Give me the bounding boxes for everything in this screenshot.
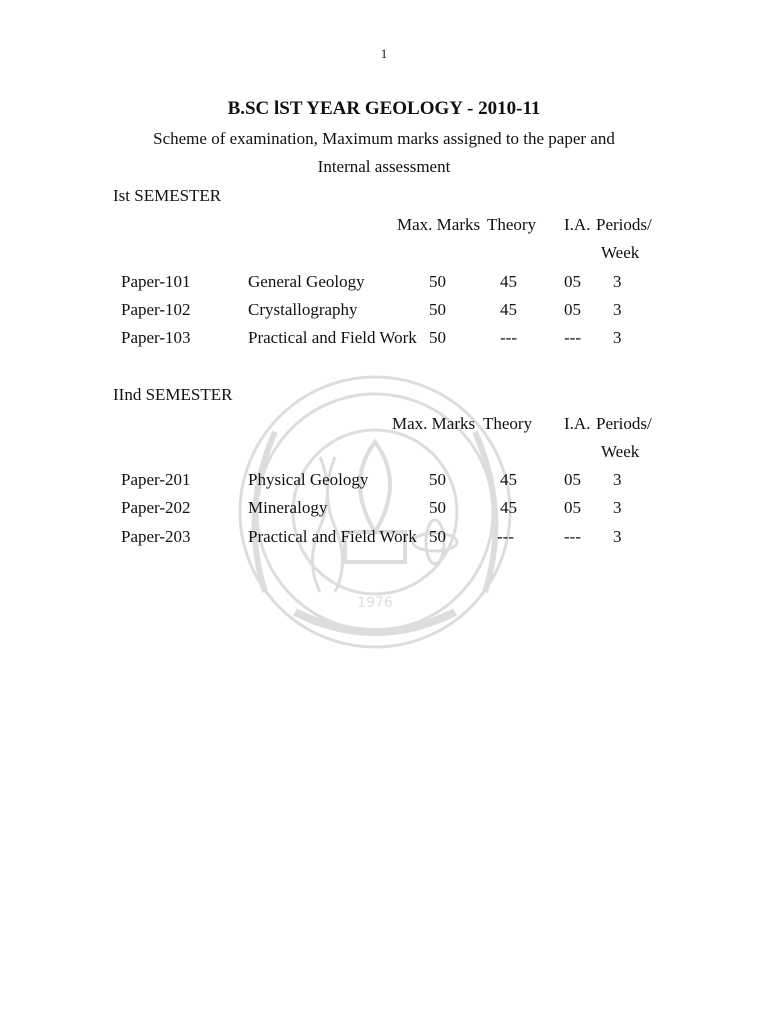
subject-name: Practical and Field Work	[248, 328, 417, 347]
subject-name: Mineralogy	[248, 498, 328, 517]
max-marks: 50	[429, 527, 446, 546]
theory-marks: 45	[500, 470, 517, 489]
paper-code: Paper-202	[121, 498, 191, 517]
col-ia: I.A.	[564, 215, 591, 234]
periods: 3	[613, 470, 622, 489]
paper-code: Paper-201	[121, 470, 191, 489]
periods: 3	[613, 498, 622, 517]
theory-marks: ---	[497, 527, 514, 546]
page-title: B.SC lST YEAR GEOLOGY - 2010-11	[227, 98, 541, 119]
max-marks: 50	[429, 300, 446, 319]
col-ia: I.A.	[564, 414, 591, 433]
semester-2-heading: IInd SEMESTER	[113, 385, 233, 404]
periods: 3	[613, 300, 622, 319]
theory-marks: 45	[500, 272, 517, 291]
seal-year: 1976	[357, 595, 393, 611]
max-marks: 50	[429, 470, 446, 489]
page-number: 1	[380, 46, 388, 61]
theory-marks: ---	[500, 328, 517, 347]
col-week: Week	[601, 243, 640, 262]
col-periods: Periods/	[596, 414, 652, 433]
col-periods: Periods/	[596, 215, 652, 234]
subject-name: Crystallography	[248, 300, 358, 319]
max-marks: 50	[429, 498, 446, 517]
col-max-marks: Max. Marks	[397, 215, 481, 234]
paper-code: Paper-102	[121, 300, 191, 319]
subtitle-line-2: Internal assessment	[317, 157, 451, 176]
max-marks: 50	[429, 272, 446, 291]
periods: 3	[613, 272, 622, 291]
theory-marks: 45	[500, 300, 517, 319]
subject-name: Physical Geology	[248, 470, 369, 489]
paper-code: Paper-203	[121, 527, 191, 546]
periods: 3	[613, 527, 622, 546]
subject-name: Practical and Field Work	[248, 527, 417, 546]
ia-marks: 05	[564, 498, 581, 517]
ia-marks: 05	[564, 470, 581, 489]
col-max-marks: Max. Marks	[392, 414, 476, 433]
ia-marks: ---	[564, 328, 581, 347]
periods: 3	[613, 328, 622, 347]
subtitle-line-1: Scheme of examination, Maximum marks assigned to the paper and	[153, 129, 615, 148]
paper-code: Paper-101	[121, 272, 191, 291]
subject-name: General Geology	[248, 272, 365, 291]
ia-marks: 05	[564, 300, 581, 319]
col-week: Week	[601, 442, 640, 461]
semester-1-heading: Ist SEMESTER	[113, 186, 222, 205]
paper-code: Paper-103	[121, 328, 191, 347]
max-marks: 50	[429, 328, 446, 347]
col-theory: Theory	[483, 414, 533, 433]
ia-marks: 05	[564, 272, 581, 291]
col-theory: Theory	[487, 215, 537, 234]
ia-marks: ---	[564, 527, 581, 546]
theory-marks: 45	[500, 498, 517, 517]
